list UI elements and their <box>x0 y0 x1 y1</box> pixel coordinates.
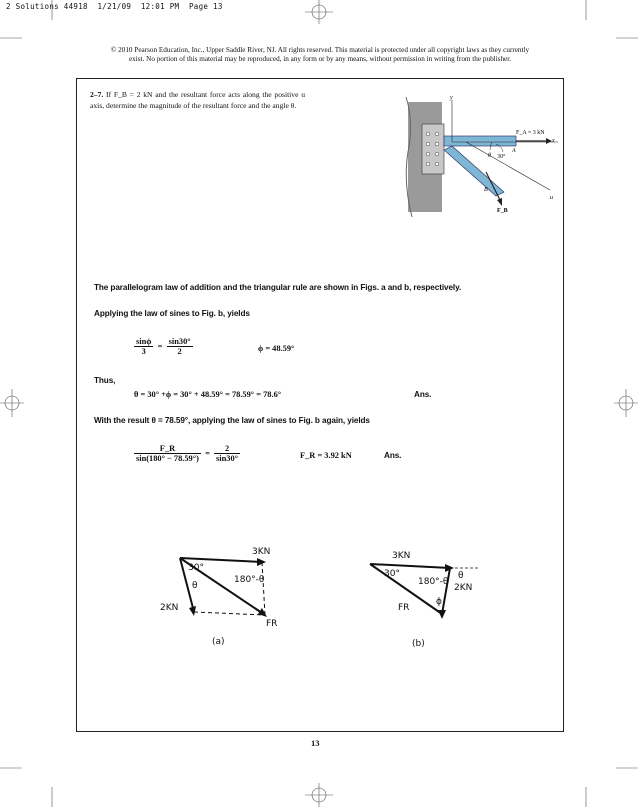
figure-u-label: u <box>550 195 553 201</box>
sketch-b-2kn-label: 2KN <box>454 583 473 593</box>
copyright-notice <box>80 46 560 64</box>
eq1-left-den: 3 <box>141 347 146 356</box>
sketch-b-theta-label: θ <box>458 571 464 581</box>
sketch-a-2kn-label: 2KN <box>160 603 179 613</box>
eq1-right-den: 2 <box>177 347 182 356</box>
print-slug: 2 Solutions 44918 1/21/09 12:01 PM Page 13 <box>6 2 223 11</box>
problem-text: If F_B = 2 kN and the resultant force acts along the positive u axis, determine the magnitude of the resultant force and the angle θ. <box>90 90 305 110</box>
sketch-b-phi-label: ϕ <box>436 597 442 607</box>
result-intro: With the result θ = 78.59°, applying the law of sines to Fig. b again, yields <box>94 416 370 425</box>
page-number: 13 <box>311 738 320 748</box>
sketch-a-parallelogram <box>150 540 300 652</box>
sketch-a-30-label: 30° <box>188 563 204 573</box>
thus-label: Thus, <box>94 376 116 385</box>
figure-b-label: B <box>484 187 488 193</box>
sketch-a-caption: (a) <box>212 637 225 647</box>
eq1-left-num: sinϕ <box>136 337 152 346</box>
eq3-left-fraction <box>134 444 201 463</box>
answer-label-1: Ans. <box>414 390 432 399</box>
problem-figure <box>400 92 560 222</box>
sketch-a-3kn-label: 3KN <box>252 547 271 557</box>
sketch-b-180-label: 180°-θ <box>418 577 449 587</box>
eq3-result: F_R = 3.92 kN <box>300 451 352 460</box>
eq3-left-num: F_R <box>134 444 201 454</box>
figure-x-label: x <box>552 138 555 144</box>
sketch-a-theta-label: θ <box>192 581 198 591</box>
eq3-right-den: sin30° <box>216 454 239 463</box>
copyright-line-1: © 2010 Pearson Education, Inc., Upper Saddle River, NJ. All rights reserved. This material is protected under all copyright laws as they currently <box>110 46 530 54</box>
sketch-b-fr-label: FR <box>398 603 410 613</box>
equation-1: $\frac{\sin\phi}{3}$ = $\frac{\sin 30^\circ}{2}$ <box>136 337 191 356</box>
figure-a-label: A <box>512 148 516 154</box>
equation-2: θ = 30° +ϕ = 30° + 48.59° = 78.59° = 78.6° <box>134 390 282 399</box>
eq3-right-num: 2 <box>214 444 240 454</box>
member-a <box>444 136 516 146</box>
member-b <box>444 146 504 196</box>
sketch-a-fr-label: FR <box>266 619 278 629</box>
u-axis <box>466 142 550 190</box>
equation-3: $\frac{F\_R}{\sin(180^\circ - 78.59^\circ)}$ = $\frac{2}{\sin 30^\circ}$ <box>136 444 239 463</box>
sketch-b-2kn-vector <box>442 568 450 614</box>
eq1-right-fraction <box>167 337 193 356</box>
figure-fa-label: F_A = 3 kN <box>516 130 545 136</box>
eq1-left-fraction <box>134 337 153 356</box>
problem-statement <box>90 90 305 111</box>
figure-angle-label: 30° <box>497 154 506 160</box>
figure-theta-label: θ <box>488 153 491 159</box>
copyright-line-2: exist. No portion of this material may be reproduced, in any form or by any means, without permission in writing from the publisher. <box>128 55 512 63</box>
sines-intro: Applying the law of sines to Fig. b, yields <box>94 309 250 318</box>
eq3-right-fraction <box>214 444 240 463</box>
sketch-a-180-label: 180°-θ <box>234 575 265 585</box>
problem-number: 2–7. <box>90 90 104 99</box>
answer-label-2: Ans. <box>384 451 402 460</box>
sketch-b-caption: (b) <box>412 639 425 649</box>
sketch-b-3kn-label: 3KN <box>392 551 411 561</box>
eq1-right-num: sin30° <box>168 337 191 346</box>
eq3-left-den: sin(180° − 78.59°) <box>136 454 199 463</box>
figure-y-label: y <box>450 95 453 101</box>
sketch-b-3kn-vector <box>370 564 450 568</box>
sketch-a-3kn-vector <box>180 558 262 562</box>
eq1-result: ϕ = 48.59° <box>258 344 295 353</box>
bracket-plate <box>422 124 444 174</box>
sketch-b-triangle <box>362 540 512 652</box>
solution-intro: The parallelogram law of addition and the triangular rule are shown in Figs. a and b, respectively. <box>94 283 462 292</box>
figure-fb-label: F_B <box>497 208 508 214</box>
sketch-b-30-label: 30° <box>384 569 400 579</box>
